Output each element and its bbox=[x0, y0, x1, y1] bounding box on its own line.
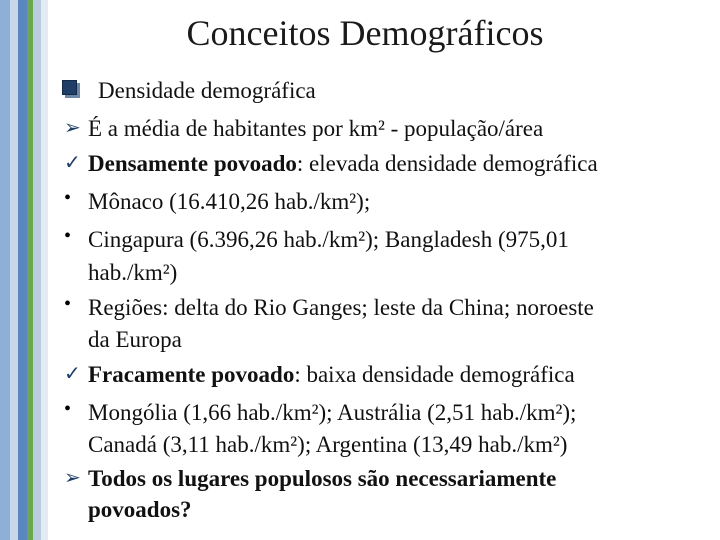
line-question-cont: povoados? bbox=[88, 497, 192, 522]
line-monaco: Mônaco (16.410,26 hab./km²); bbox=[88, 189, 371, 214]
heading-densidade: Densidade demográfica bbox=[98, 78, 316, 103]
line-regioes-cont: da Europa bbox=[88, 327, 182, 352]
square-bullet-icon bbox=[62, 80, 77, 95]
check-bullet-icon: ✓ bbox=[64, 152, 81, 174]
line-cingapura: Cingapura (6.396,26 hab./km²); Bangladesh (975,01 bbox=[88, 227, 569, 252]
bullet-icon: • bbox=[64, 225, 72, 247]
line-question: Todos os lugares populosos são necessariamente bbox=[88, 466, 557, 491]
line-mongolia: Mongólia (1,66 hab./km²); Austrália (2,51 hab./km²); bbox=[88, 400, 577, 425]
arrow-bullet-icon: ➢ bbox=[64, 467, 81, 489]
line-fracamente: Fracamente povoado: baixa densidade demográfica bbox=[88, 362, 575, 387]
bullet-icon: • bbox=[64, 187, 72, 209]
line-regioes: Regiões: delta do Rio Ganges; leste da China; noroeste bbox=[88, 295, 594, 320]
bullet-icon: • bbox=[64, 293, 72, 315]
slide-title: Conceitos Demográficos bbox=[186, 13, 544, 53]
line-densamente: Densamente povoado: elevada densidade demográfica bbox=[88, 151, 598, 176]
line-cingapura-cont: hab./km²) bbox=[88, 260, 178, 285]
arrow-bullet-icon: ➢ bbox=[64, 117, 81, 139]
line-mongolia-cont: Canadá (3,11 hab./km²); Argentina (13,49 hab./km²) bbox=[88, 432, 568, 457]
check-bullet-icon: ✓ bbox=[64, 363, 81, 385]
line-definition: É a média de habitantes por km² - população/área bbox=[88, 116, 544, 141]
bullet-icon: • bbox=[64, 398, 72, 420]
